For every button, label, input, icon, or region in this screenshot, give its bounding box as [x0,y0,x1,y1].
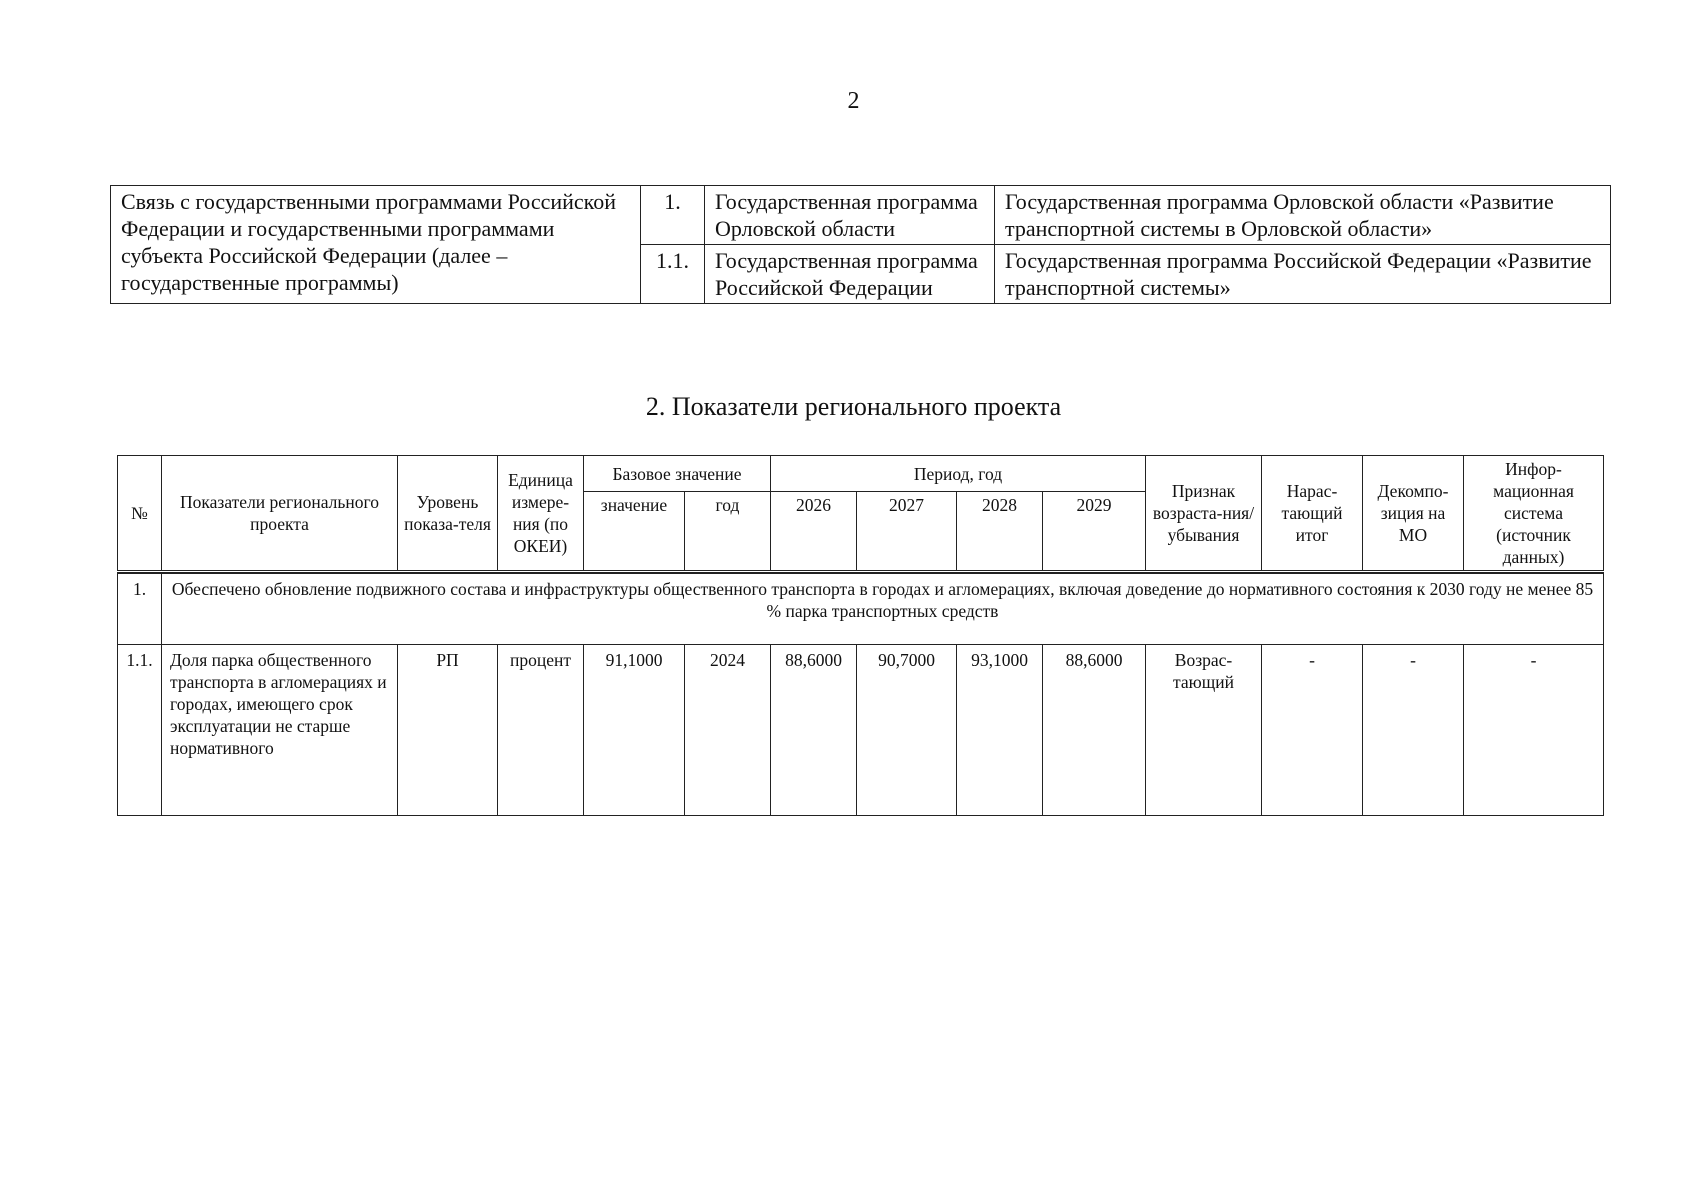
header-base-value: значение [584,492,685,572]
state-program-number: 1.1. [641,245,705,304]
indicators-table [117,455,1604,816]
state-program-type: Государственная программа Орловской области [705,186,995,245]
state-program-name: Государственная программа Орловской области «Развитие транспортной системы в Орловской области» [995,186,1611,245]
row-value-2028: 93,1000 [957,645,1043,816]
header-trend: Признак возраста-ния/ убывания [1146,456,1262,572]
row-value-2027: 90,7000 [857,645,957,816]
header-row [118,456,1604,492]
row-unit: процент [498,645,584,816]
row-info-system: - [1464,645,1604,816]
state-program-row [111,186,1611,245]
header-number: № [118,456,162,572]
section-title: 2. Показатели регионального проекта [645,392,1062,421]
row-trend: Возрас-тающий [1146,645,1262,816]
state-programs-label: Связь с государственными программами Российской Федерации и государственными программами субъекта Российской Федерации (далее – государственные программы) [111,186,641,304]
goal-number: 1. [118,574,162,645]
header-base-year: год [685,492,771,572]
header-indicator: Показатели регионального проекта [162,456,398,572]
header-cumulative: Нарас-тающий итог [1262,456,1363,572]
header-info-system: Инфор-мационная система (источник данных) [1464,456,1604,572]
row-decomposition: - [1363,645,1464,816]
table-row [118,645,1604,816]
row-base-year: 2024 [685,645,771,816]
page-number: 2 [847,88,860,114]
state-program-type: Государственная программа Российской Федерации [705,245,995,304]
header-year-2027: 2027 [857,492,957,572]
row-cumulative: - [1262,645,1363,816]
goal-text: Обеспечено обновление подвижного состава и инфраструктуры общественного транспорта в городах и агломерациях, включая доведение до нормативного состояния к 2030 году не менее 85 % парка транспортных средств [162,574,1604,645]
row-base-value: 91,1000 [584,645,685,816]
state-program-number: 1. [641,186,705,245]
header-year-2028: 2028 [957,492,1043,572]
goal-row [118,574,1604,645]
row-level: РП [398,645,498,816]
state-programs-table [110,185,1611,304]
row-indicator: Доля парка общественного транспорта в агломерациях и городах, имеющего срок эксплуатации не старше нормативного [162,645,398,816]
row-value-2029: 88,6000 [1043,645,1146,816]
header-decomposition: Декомпо-зиция на МО [1363,456,1464,572]
header-year-2029: 2029 [1043,492,1146,572]
header-level: Уровень показа-теля [398,456,498,572]
header-period: Период, год [771,456,1146,492]
header-unit: Единица измере-ния (по ОКЕИ) [498,456,584,572]
header-base: Базовое значение [584,456,771,492]
row-value-2026: 88,6000 [771,645,857,816]
state-program-name: Государственная программа Российской Федерации «Развитие транспортной системы» [995,245,1611,304]
header-year-2026: 2026 [771,492,857,572]
row-number: 1.1. [118,645,162,816]
